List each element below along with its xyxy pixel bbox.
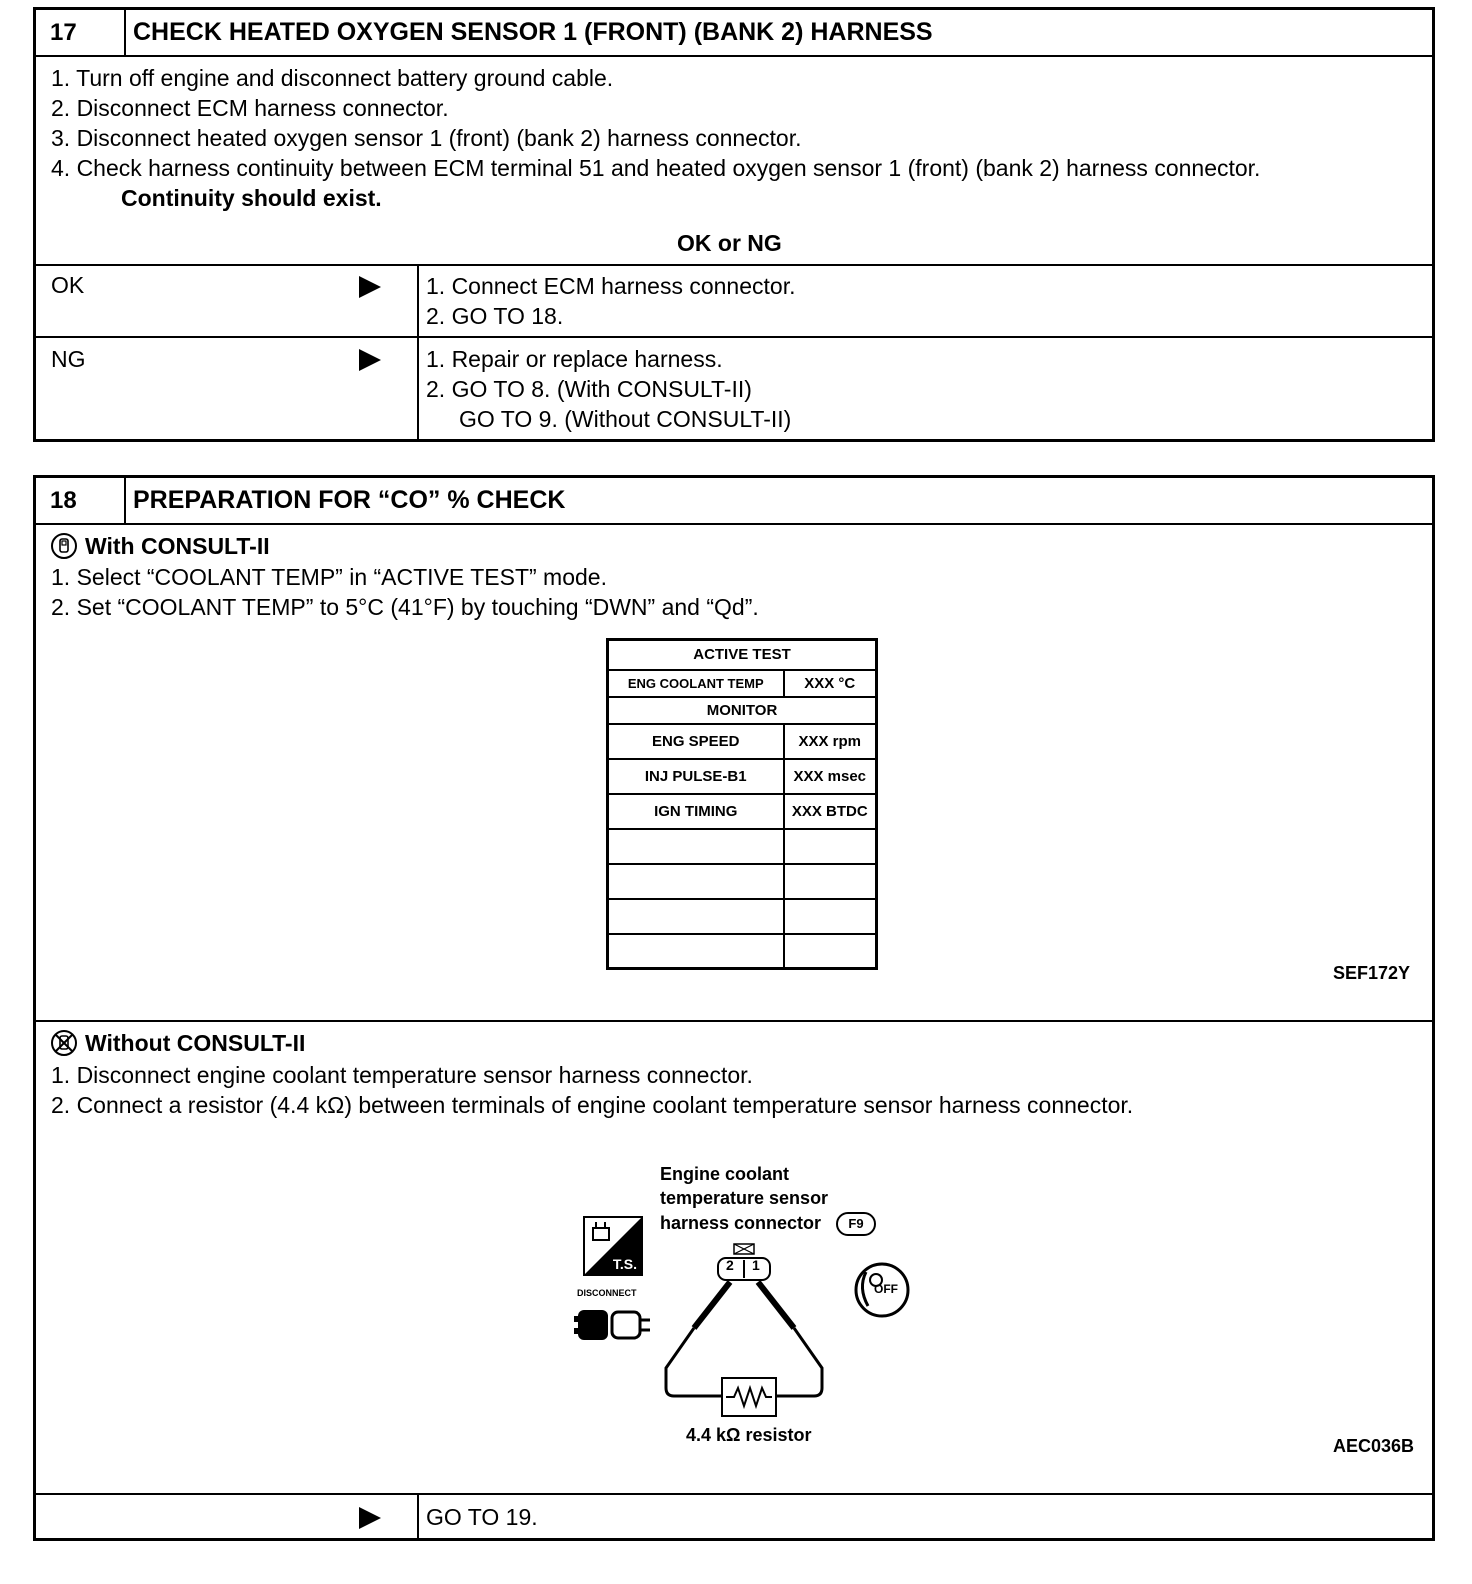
with-consult-label: With CONSULT-II	[85, 533, 270, 559]
monitor-value: XXX rpm	[784, 724, 877, 759]
arrow-right-icon	[359, 349, 381, 371]
instruction-step: 2. Disconnect ECM harness connector.	[51, 95, 449, 121]
empty-cell	[608, 934, 784, 969]
without-consult-heading	[51, 1030, 305, 1057]
monitor-value: XXX BTDC	[784, 794, 877, 829]
instruction-step: 1. Turn off engine and disconnect battery ground cable.	[51, 65, 614, 91]
divider	[417, 1493, 419, 1541]
terminal-number: 2	[726, 1257, 734, 1273]
connector-label-line: temperature sensor	[660, 1188, 829, 1208]
ng-action: 2. GO TO 8. (With CONSULT-II)	[426, 376, 752, 402]
ignition-off-icon	[848, 1258, 912, 1320]
with-consult-heading	[51, 533, 270, 560]
divider	[36, 1493, 1432, 1495]
step-title: PREPARATION FOR “CO” % CHECK	[133, 486, 566, 514]
step-17-header	[36, 10, 1432, 57]
active-test-title: ACTIVE TEST	[608, 640, 877, 670]
instruction-step: 4. Check harness continuity between ECM terminal 51 and heated oxygen sensor 1 (front) (bank 2) harness connector.	[51, 155, 1261, 181]
monitor-label: ENG SPEED	[608, 724, 784, 759]
divider	[36, 336, 1432, 338]
active-test-screen	[606, 638, 878, 970]
instruction-step: 1. Disconnect engine coolant temperature sensor harness connector.	[51, 1062, 753, 1088]
terminal-side-icon	[583, 1216, 643, 1276]
monitor-label: INJ PULSE-B1	[608, 759, 784, 794]
instruction-step: 3. Disconnect heated oxygen sensor 1 (front) (bank 2) harness connector.	[51, 125, 802, 151]
step-title: CHECK HEATED OXYGEN SENSOR 1 (FRONT) (BANK 2) HARNESS	[133, 18, 933, 46]
instruction-step: 2. Connect a resistor (4.4 kΩ) between terminals of engine coolant temperature sensor harness connector.	[51, 1092, 1134, 1118]
empty-cell	[608, 864, 784, 899]
ts-label: T.S.	[612, 1256, 637, 1272]
ok-label: OK	[51, 272, 85, 298]
connector-code-badge	[836, 1212, 876, 1236]
result-heading: OK or NG	[677, 230, 782, 256]
arrow-right-icon	[359, 276, 381, 298]
figure-code: SEF172Y	[1333, 963, 1411, 983]
instruction-step: 1. Select “COOLANT TEMP” in “ACTIVE TEST” mode.	[51, 564, 607, 590]
without-consult-label: Without CONSULT-II	[85, 1030, 306, 1056]
consult-icon	[51, 533, 77, 559]
empty-cell	[784, 864, 877, 899]
monitor-title: MONITOR	[608, 697, 877, 724]
disconnect-label: DISCONNECT	[577, 1288, 637, 1298]
resistor-label: 4.4 kΩ resistor	[686, 1425, 812, 1445]
coolant-temp-label: ENG COOLANT TEMP	[608, 670, 784, 697]
ng-label: NG	[51, 346, 86, 372]
connector-code: F9	[848, 1216, 864, 1231]
coolant-temp-value: XXX °C	[784, 670, 877, 697]
empty-cell	[608, 829, 784, 864]
ng-action: 1. Repair or replace harness.	[426, 346, 723, 372]
key-off-label: OFF	[874, 1282, 898, 1296]
divider	[36, 264, 1432, 266]
ok-action: 2. GO TO 18.	[426, 303, 564, 329]
no-consult-icon	[51, 1030, 77, 1056]
ok-action: 1. Connect ECM harness connector.	[426, 273, 796, 299]
step-number: 18	[36, 478, 126, 523]
continuity-note: Continuity should exist.	[121, 185, 382, 211]
step-18-box	[33, 475, 1435, 1541]
next-step: GO TO 19.	[426, 1504, 538, 1530]
divider	[36, 1020, 1432, 1022]
step-18-header	[36, 478, 1432, 525]
terminal-number: 1	[752, 1257, 760, 1273]
arrow-right-icon	[359, 1507, 381, 1529]
disconnect-icon	[574, 1300, 654, 1350]
monitor-value: XXX msec	[784, 759, 877, 794]
connector-label-line: harness connector	[660, 1213, 822, 1233]
figure-code: AEC036B	[1333, 1436, 1415, 1456]
divider	[417, 264, 419, 442]
connector-label-line: Engine coolant	[660, 1164, 790, 1184]
instruction-step: 2. Set “COOLANT TEMP” to 5°C (41°F) by touching “DWN” and “Qd”.	[51, 594, 759, 620]
empty-cell	[608, 899, 784, 934]
monitor-label: IGN TIMING	[608, 794, 784, 829]
step-17-box	[33, 7, 1435, 442]
empty-cell	[784, 934, 877, 969]
empty-cell	[784, 899, 877, 934]
empty-cell	[784, 829, 877, 864]
ng-action: GO TO 9. (Without CONSULT-II)	[459, 406, 792, 432]
step-number: 17	[36, 10, 126, 55]
